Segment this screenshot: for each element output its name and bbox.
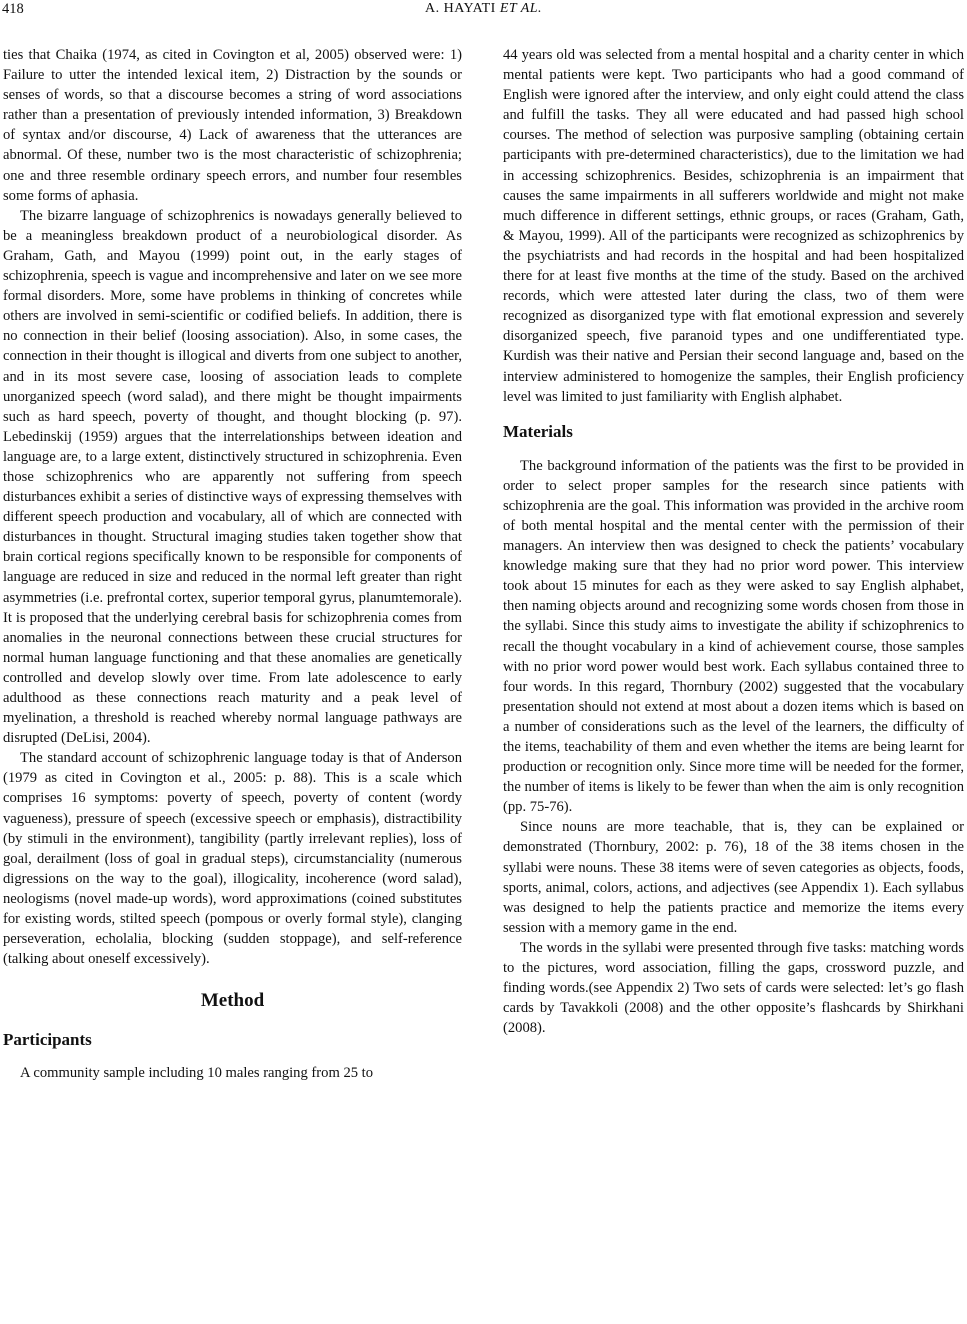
paragraph: A community sample including 10 males ranging from 25 to xyxy=(20,1065,374,1082)
paragraph: Since nouns are more teachable, that is, they can be explained or demonstrated (Thornbury, 2002: p. 76), 18 of the 38 items chosen in the syllabi were nouns. These 38 items were of seven categories as objects, foods, sports, animal, colors, actions, and adjectives (see Appendix 1). Each syllabus was designed to help the patients practice and memorize the items every session with a memory game in the end. xyxy=(503,819,964,936)
section-heading-method: Method xyxy=(200,990,265,1012)
paragraph: 44 years old was selected from a mental hospital and a charity center in which mental patients were kept. Two participants who had a good command of English were ignored after the interview, and only eight could attend the class and fulfill the tasks. They all were educated and had passed high school courses. The method of selection was purposive sampling (obtaining certain participants with pre-determined characteristics), due to the limitation we had in accessing schizophrenics. Besides, schizophrenia is an impairment that causes the same impairments in all sufferers worldwide and might not make much difference in different settings, ethnic groups, or races (Graham, Gath, & Mayou, 1999). All of the participants were recognized as schizophrenics by the psychiatrists and had records in the hospital and had been hospitalized there for at least five months at the time of the study. Based on the archived records, which were attested later during the class, two of them were recognized as disorganized type with flat emotional expression and severely disorganized speech, five paranoid types and one undifferentiated type. Kurdish was their native and Persian their second language and, based on the interview administered to homogenize the samples, their English proficiency level was limited to just familiarity with English alphabet. xyxy=(503,47,964,405)
paragraph: The bizarre language of schizophrenics is nowadays generally believed to be a meaningless breakdown product of a neurobiological disorder. As Graham, Gath, and Mayou (1999) point out, in the early stages of schizophrenia, speech is vague and incomprehensive and later on we see more formal disorders. More, some have problems in thinking of concretes while others are involved in semi-scientific or codified beliefs. In addition, there is no connection in their belief (loosing association). Also, in some cases, the connection in their thought is illogical and diverts from one subject to another, and in its most severe case, loosing of association leads to complete unorganized speech (word salad), and there might be thought impairments such as hard speech, poverty of thought, and thought blocking (p. 97). Lebedinskij (1959) argues that the interrelationships between ideation and language are, to a large extent, distinctively structured in schizophrenia. Even those schizophrenics who are apparently not suffering from speech disturbances exhibit a series of distinctive ways of expressing themselves with different speech production and vocabulary, all of which are connected with disturbances in thought. Structural imaging studies taken together show that brain cortical regions specifically known to be responsible for components of language are reduced in size and reduced in the normal left greater than right asymmetries (i.e. prefrontal cortex, superior temporal gyrus, planumtemorale). It is proposed that the underlying cerebral basis for schizophrenia comes from anomalies in the neuronal connections between these crucial structures for normal human language functioning and that these anomalies are genetically controlled and develop slowly over time. From late adolescence to early adulthood as these connections reach maturity and a peak level of myelination, a threshold is reached whereby normal language pathways are disrupted (DeLisi, 2004). xyxy=(3,207,462,747)
subsection-heading-participants: Participants xyxy=(3,1030,92,1050)
running-head-etal: ET AL. xyxy=(499,1,543,16)
paragraph: The words in the syllabi were presented through five tasks: matching words to the pictures, word association, filling the gaps, crossword puzzle, and finding words.(see Appendix 2) Two sets of cards were selected: let’s go flash cards by Tavakkoli (2008) and the other opposite’s flashcards by Shirkhani (2008). xyxy=(503,939,964,1037)
right-column xyxy=(503,45,964,1038)
paragraph: The background information of the patients was the first to be provided in order to select proper samples for the research since patients with schizophrenia are the goal. This information was provided in the archive room of both mental hospital and the mental center with the permission of their managers. An interview then was designed to check the patients’ vocabulary knowledge making sure that they had no prior word power. This interview took about 15 minutes for each as they were asked to say English alphabet, then naming objects around and recognizing some words chosen from those in the syllabi. Since this study aims to investigate the ability if schizophrenics to recall the thought vocabulary in a kind of achievement course, those samples with no prior word power would best work. Each syllabus contained three to four words. In this regard, Thornbury (2002) suggested that the vocabulary presentation should not extend at most about a dozen items which is based on a number of considerations such as the level of the learners, the difficulty of the items, teachability of them and even whether the items are being learnt for production or recognition only. Since more time will be needed for the former, the number of items is likely to be fewer than when the aim is only recognition (pp. 75-76). xyxy=(503,457,964,816)
page-number: 418 xyxy=(2,1,24,17)
paragraph: The standard account of schizophrenic language today is that of Anderson (1979 as cited in Covington et al., 2005: p. 88). This is a scale which comprises 16 symptoms: poverty of speech, poverty of content (wordy vagueness), pressure of speech (excessive speech or emphasis), distractibility (by stimuli in the environment), tangibility (partly irrelevant replies), loss of goal, derailment (loss of goal in gradual steps), circumstanciality (numerous digressions on the way to the goal), illogicality, incoherence (word salad), neologisms (novel made-up words), word approximations (coined substitutes for existing words, stilted speech (pompous or overly formal style), clanging perseveration, echolalia, blocking (sudden stoppage), and self-reference (talking about oneself excessively). xyxy=(3,750,462,968)
page-header xyxy=(0,0,967,28)
subsection-heading-materials: Materials xyxy=(503,421,573,441)
left-column xyxy=(3,45,462,1083)
paragraph: ties that Chaika (1974, as cited in Covington et al, 2005) observed were: 1) Failure to utter the intended lexical item, 2) Distraction by the sounds or senses of words, so that a discourse becomes a string of word associations rather than a presentation of previously intended information, 3) Breakdown of syntax and/or discourse, 4) Lack of awareness that the utterances are abnormal. Of these, number two is the most characteristic of schizophrenia; one and three resemble ordinary speech errors, and number four resembles some forms of aphasia. xyxy=(3,47,462,204)
running-head-author: A. HAYATI xyxy=(424,1,496,16)
running-head xyxy=(0,1,967,17)
